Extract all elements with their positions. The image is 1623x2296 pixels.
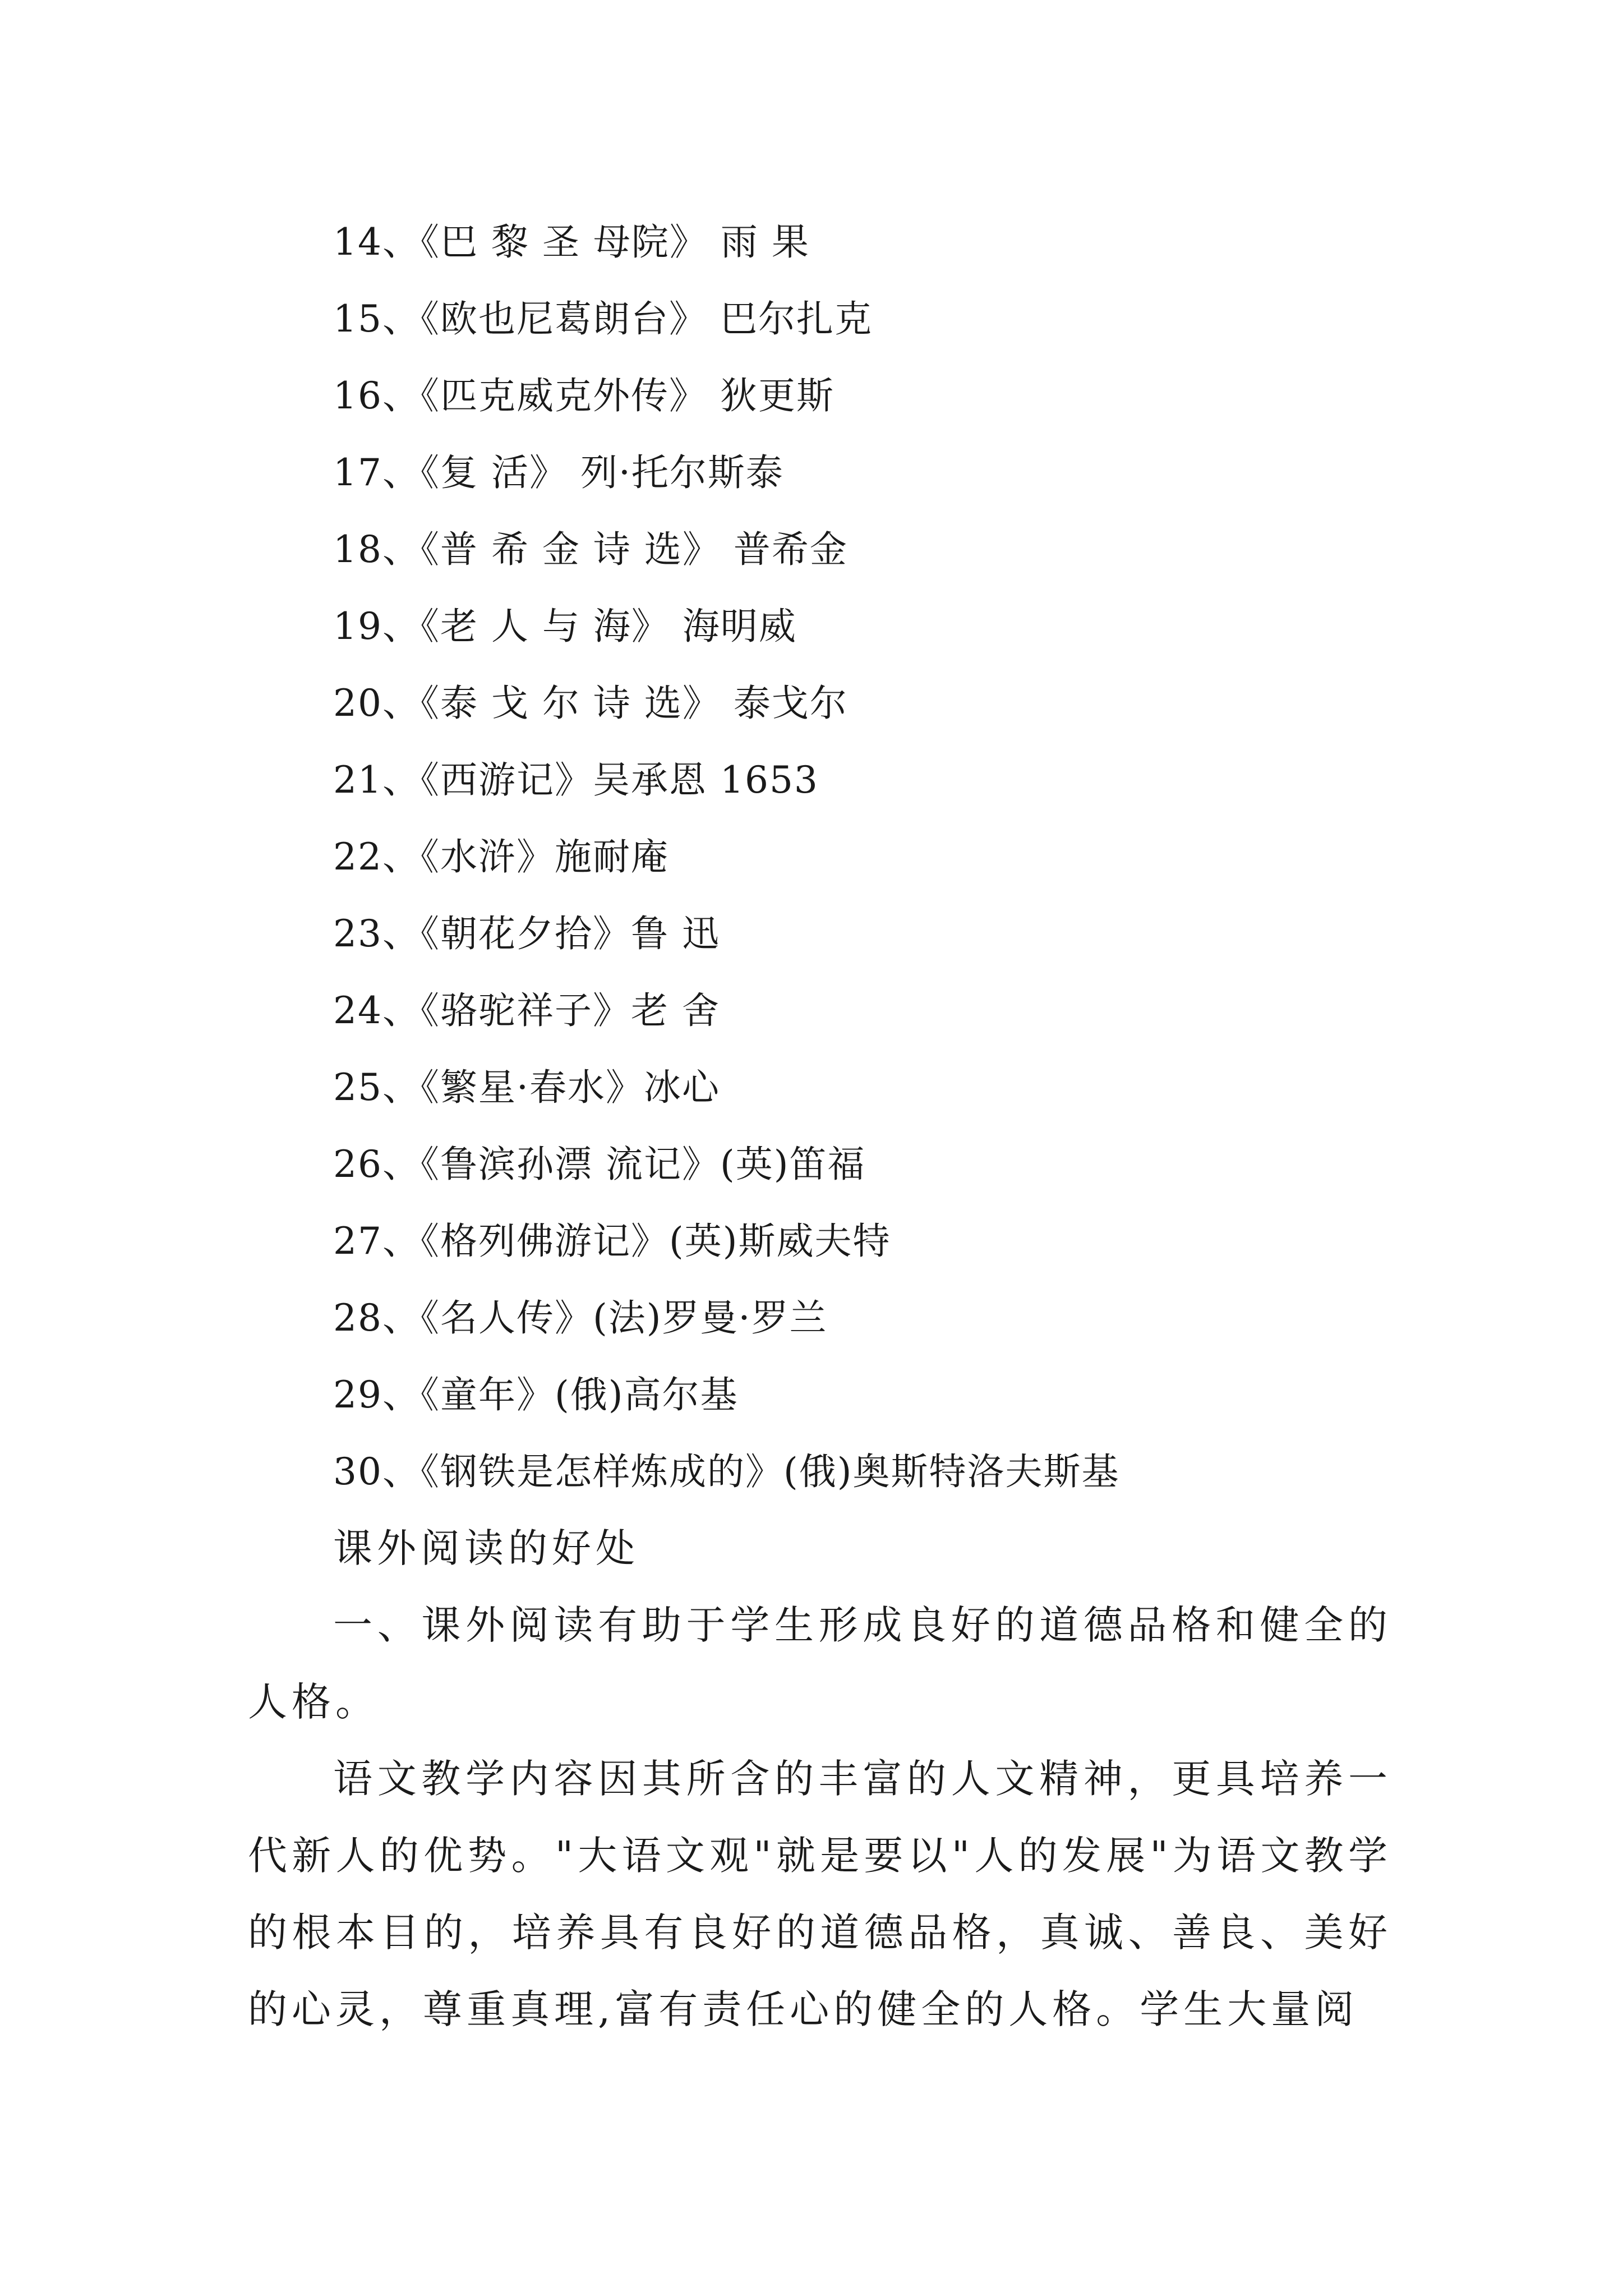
body-text [248,1510,1392,2048]
list-item: 17、《复 活》 列·托尔斯泰 [333,451,784,494]
list-item: 27、《格列佛游记》(英)斯威夫特 [333,1220,891,1263]
list-item: 18、《普 希 金 诗 选》 普希金 [333,528,848,571]
list-item: 16、《匹克威克外传》 狄更斯 [333,374,834,417]
list-item: 19、《老 人 与 海》 海明威 [333,605,797,648]
list-item: 21、《西游记》吴承恩 1653 [333,758,819,802]
point-one: 一、课外阅读有助于学生形成良好的道德品格和健全的人格。 [248,1602,1392,1725]
list-item: 14、《巴 黎 圣 母院》 雨 果 [333,220,810,264]
list-item: 20、《泰 戈 尔 诗 选》 泰戈尔 [333,682,848,725]
list-item: 15、《欧也尼葛朗台》 巴尔扎克 [333,297,873,341]
list-item: 24、《骆驼祥子》老 舍 [333,989,720,1032]
body-paragraph: 语文教学内容因其所含的丰富的人文精神，更具培养一代新人的优势。"大语文观"就是要以"人的发展"为语文教学的根本目的，培养具有良好的道德品格，真诚、善良、美好的心灵，尊重真理,富有责任心的健全的人格。学生大量阅 [248,1756,1392,2032]
list-item: 25、《繁星·春水》冰心 [333,1066,720,1109]
list-item: 22、《水浒》施耐庵 [333,835,669,878]
list-item: 23、《朝花夕拾》鲁 迅 [333,912,720,955]
list-item: 30、《钢铁是怎样炼成的》(俄)奥斯特洛夫斯基 [333,1450,1120,1493]
list-item: 28、《名人传》(法)罗曼·罗兰 [333,1296,828,1340]
list-item: 26、《鲁滨孙漂 流记》(英)笛福 [333,1143,866,1186]
list-item: 29、《童年》(俄)高尔基 [333,1373,739,1416]
book-list [333,209,1119,1515]
section-heading: 课外阅读的好处 [333,1525,639,1571]
